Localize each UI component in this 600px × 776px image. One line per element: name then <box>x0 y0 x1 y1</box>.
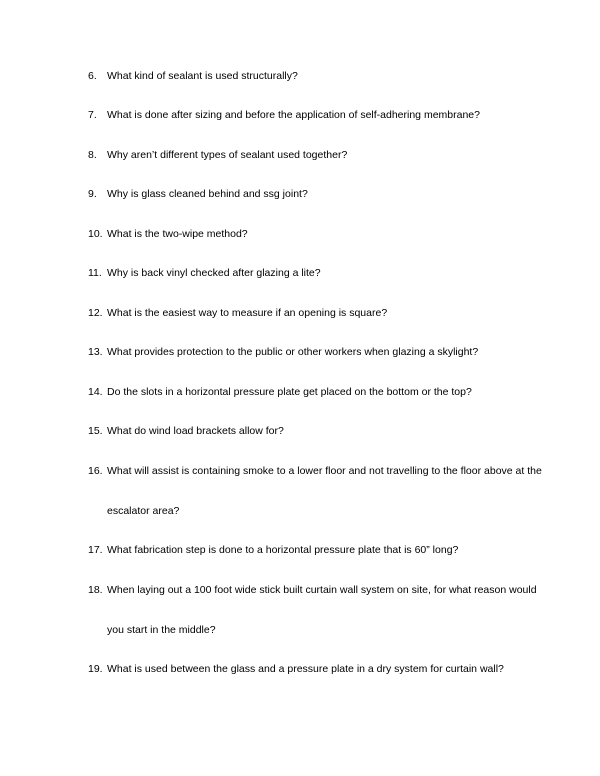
question-text: What provides protection to the public or other workers when glazing a skylight? <box>107 346 479 358</box>
question-number: 19. <box>88 663 103 675</box>
question-text: Do the slots in a horizontal pressure plate get placed on the bottom or the top? <box>107 386 472 398</box>
question-18-continuation: you start in the middle? <box>107 624 216 636</box>
question-text: What will assist is containing smoke to a lower floor and not travelling to the floor above at the <box>107 465 542 477</box>
question-text: What do wind load brackets allow for? <box>107 425 284 437</box>
question-number: 16. <box>88 465 103 477</box>
question-13 <box>88 346 538 359</box>
question-number: 14. <box>88 386 103 398</box>
question-text: When laying out a 100 foot wide stick built curtain wall system on site, for what reason would <box>107 584 537 596</box>
question-text: What is the two-wipe method? <box>107 228 248 240</box>
question-number: 6. <box>88 70 97 82</box>
question-15 <box>88 425 538 438</box>
question-6 <box>88 70 538 83</box>
question-text: What is the easiest way to measure if an opening is square? <box>107 307 388 319</box>
question-number: 11. <box>88 267 102 279</box>
question-9 <box>88 188 538 201</box>
question-text: Why aren’t different types of sealant used together? <box>107 149 348 161</box>
question-19 <box>88 663 538 676</box>
question-number: 8. <box>88 149 97 161</box>
question-text: What kind of sealant is used structurally? <box>107 70 298 82</box>
question-text: Why is back vinyl checked after glazing a lite? <box>107 267 321 279</box>
question-12 <box>88 307 538 320</box>
question-number: 13. <box>88 346 103 358</box>
question-number: 17. <box>88 544 103 556</box>
question-number: 9. <box>88 188 97 200</box>
question-17 <box>88 544 538 557</box>
question-text: What fabrication step is done to a horizontal pressure plate that is 60” long? <box>107 544 459 556</box>
question-number: 18. <box>88 584 103 596</box>
question-10 <box>88 228 538 241</box>
question-number: 12. <box>88 307 103 319</box>
question-text: Why is glass cleaned behind and ssg joint? <box>107 188 308 200</box>
question-16 <box>88 465 542 478</box>
question-16-continuation: escalator area? <box>107 505 180 517</box>
question-18 <box>88 584 538 597</box>
question-7 <box>88 109 538 122</box>
question-14 <box>88 386 538 399</box>
question-text: What is used between the glass and a pressure plate in a dry system for curtain wall? <box>107 663 504 675</box>
question-11 <box>88 267 538 280</box>
question-number: 7. <box>88 109 97 121</box>
question-text: What is done after sizing and before the application of self-adhering membrane? <box>107 109 480 121</box>
question-8 <box>88 149 538 162</box>
question-number: 15. <box>88 425 103 437</box>
question-number: 10. <box>88 228 103 240</box>
